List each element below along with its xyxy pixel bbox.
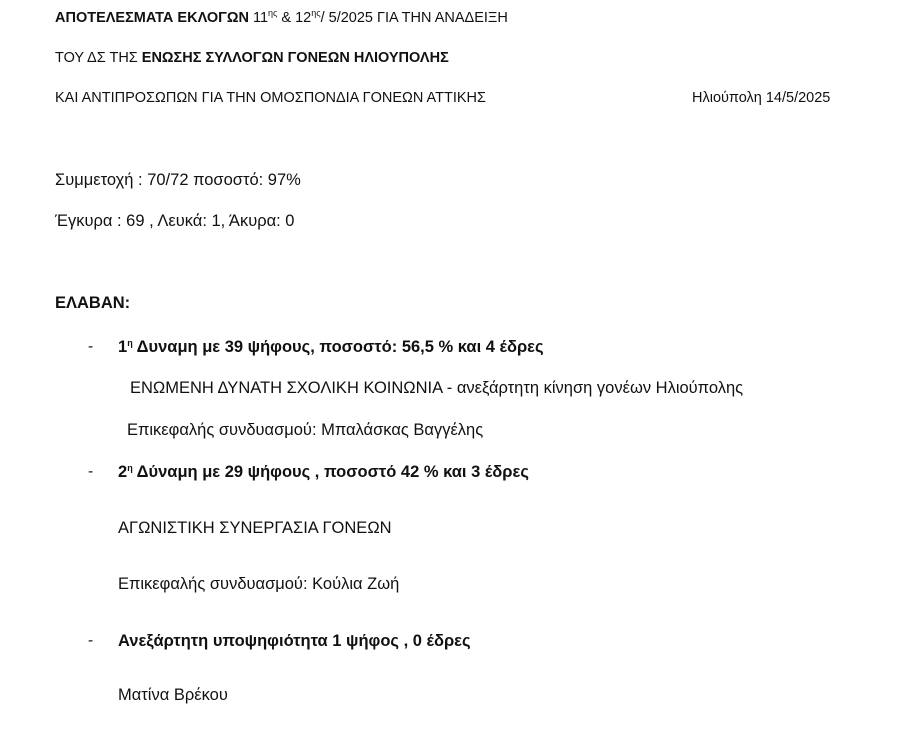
result-2-title [118, 462, 529, 482]
results-heading: ΕΛΑΒΑΝ: [55, 294, 131, 312]
participation-text: Συμμετοχή : 70/72 ποσοστό: 97% [55, 171, 301, 189]
header-line-2-normal: ΤΟΥ ΔΣ ΤΗΣ [55, 50, 142, 66]
bullet-2: - [88, 463, 94, 480]
header-day-2: 12 [295, 10, 312, 26]
header-line-3: ΚΑΙ ΑΝΤΙΠΡΟΣΩΠΩΝ ΓΙΑ ΤΗΝ ΟΜΟΣΠΟΝΔΙΑ ΓΟΝΕΩΝ ΑΤΤΙΚΗΣ [55, 90, 486, 106]
bullet-1: - [88, 338, 94, 355]
votes-text: Έγκυρα : 69 , Λευκά: 1, Άκυρα: 0 [55, 212, 295, 230]
header-line-1-rest: / 5/2025 ΓΙΑ ΤΗΝ ΑΝΑΔΕΙΞΗ [320, 10, 508, 26]
result-1-sup: η [127, 338, 133, 348]
result-2-leader: Επικεφαλής συνδυασμού: Κούλια Ζωή [118, 575, 400, 593]
result-2-num: 2 [118, 463, 128, 481]
result-2-title-text: Δύναμη με 29 ψήφους , ποσοστό 42 % και 3 έδρες [132, 463, 529, 481]
result-1-num: 1 [118, 338, 128, 356]
result-1-title-text: Δυναμη με 39 ψήφους, ποσοστό: 56,5 % και 4 έδρες [132, 338, 544, 356]
header-union-name: ΕΝΩΣΗΣ ΣΥΛΛΟΓΩΝ ΓΟΝΕΩΝ ΗΛΙΟΥΠΟΛΗΣ [141, 50, 449, 66]
header-amp: & [277, 10, 296, 26]
header-day-1-suffix: ης [268, 8, 278, 18]
header-title-bold: ΑΠΟΤΕΛΕΣΜΑΤΑ ΕΚΛΟΓΩΝ [55, 10, 249, 26]
header-line-2 [55, 48, 449, 68]
result-3-title: Ανεξάρτητη υποψηφιότητα 1 ψήφος , 0 έδρες [118, 632, 471, 650]
header-day-2-suffix: ης [311, 8, 321, 18]
bullet-3: - [88, 632, 94, 649]
result-1-title [118, 337, 544, 357]
result-2-sup: η [127, 463, 133, 473]
header-line-1 [55, 8, 508, 28]
document-date: Ηλιούπολη 14/5/2025 [692, 90, 831, 106]
result-2-name: ΑΓΩΝΙΣΤΙΚΗ ΣΥΝΕΡΓΑΣΙΑ ΓΟΝΕΩΝ [118, 519, 392, 537]
result-3-name: Ματίνα Βρέκου [118, 686, 228, 704]
result-1-leader: Επικεφαλής συνδυασμού: Μπαλάσκας Βαγγέλης [127, 421, 484, 439]
result-1-name: ΕΝΩΜΕΝΗ ΔΥΝΑΤΗ ΣΧΟΛΙΚΗ ΚΟΙΝΩΝΙΑ - ανεξάρτητη κίνηση γονέων Ηλιούπολης [130, 379, 744, 397]
header-day-1: 11 [252, 10, 269, 26]
